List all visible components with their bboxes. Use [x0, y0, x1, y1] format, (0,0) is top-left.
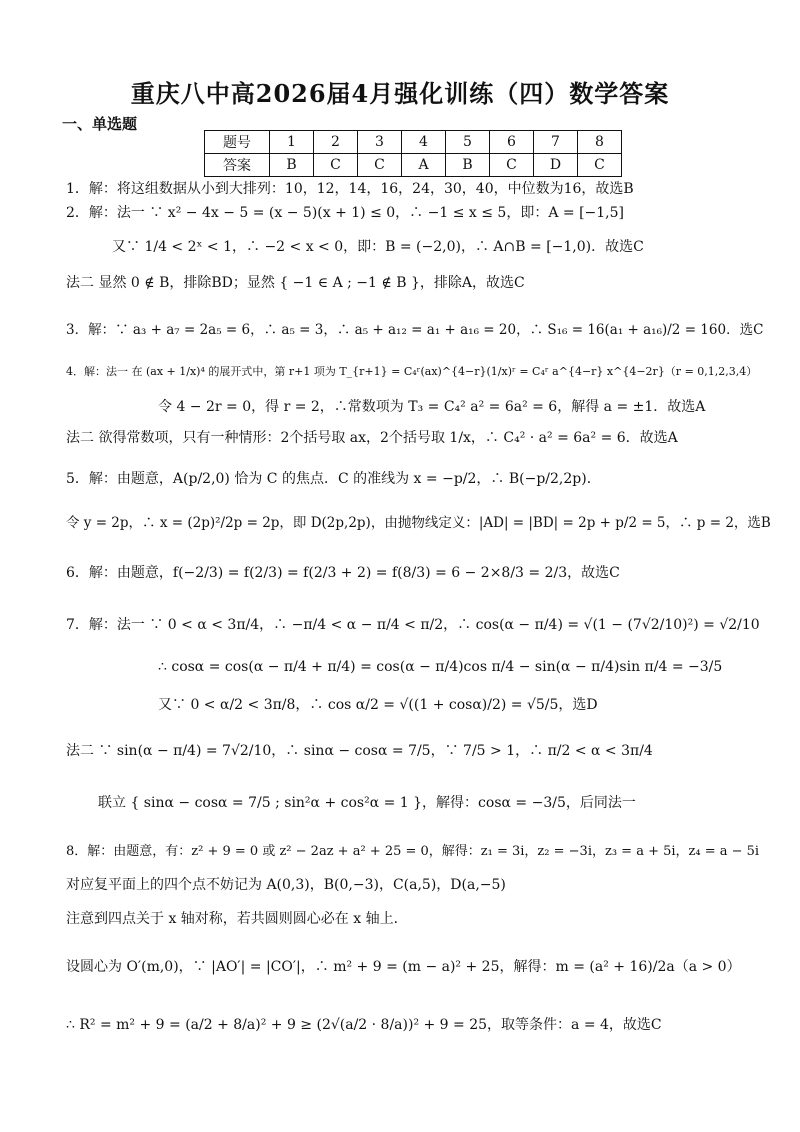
solution-line: 3．解：∵ a₃ + a₇ = 2a₅ = 6，∴ a₅ = 3，∴ a₅ + a₁₂ = a₁ + a₁₆ = 20，∴ S₁₆ = 16(a₁ + a₁₆)/2 = 160．选C — [66, 322, 764, 338]
solution-line: 7．解：法一 ∵ 0 < α < 3π/4，∴ −π/4 < α − π/4 < π/2，∴ cos(α − π/4) = √(1 − (7√2/10)²) = √2/10 — [66, 617, 760, 633]
solution-line: 令 y = 2p，∴ x = (2p)²/2p = 2p，即 D(2p,2p)，由抛物线定义：|AD| = |BD| = 2p + p/2 = 5，∴ p = 2，选B — [66, 515, 771, 531]
solution-line: ∴ cosα = cos(α − π/4 + π/4) = cos(α − π/4)cos π/4 − sin(α − π/4)sin π/4 = −3/5 — [158, 659, 723, 675]
solution-line: 又∵ 1/4 < 2ˣ < 1，∴ −2 < x < 0，即：B = (−2,0)，∴ A∩B = [−1,0)．故选C — [112, 239, 644, 255]
table-cell: 5 — [446, 131, 490, 154]
table-cell: 3 — [358, 131, 402, 154]
table-cell: 1 — [270, 131, 314, 154]
table-cell: B — [270, 154, 314, 177]
page-title: 重庆八中高2026届4月强化训练（四）数学答案 — [130, 79, 670, 108]
solution-line: ∴ R² = m² + 9 = (a/2 + 8/a)² + 9 ≥ (2√(a/2 · 8/a))² + 9 = 25，取等条件：a = 4，故选C — [66, 1017, 662, 1033]
solution-line: 联立 { sinα − cosα = 7/5 ; sin²α + cos²α = 1 }，解得：cosα = −3/5，后同法一 — [98, 795, 636, 811]
solution-line: 法二 显然 0 ∉ B，排除BD；显然 { −1 ∈ A ; −1 ∉ B }，排除A，故选C — [66, 275, 525, 291]
solution-line: 8．解：由题意，有：z² + 9 = 0 或 z² − 2az + a² + 25 = 0，解得：z₁ = 3i，z₂ = −3i，z₃ = a + 5i，z₄ = a − 5i — [66, 844, 760, 859]
solution-line: 设圆心为 O′(m,0)，∵ |AO′| = |CO′|，∴ m² + 9 = (m − a)² + 25，解得：m = (a² + 16)/2a（a > 0） — [66, 959, 741, 975]
table-cell: A — [402, 154, 446, 177]
table-cell: 6 — [490, 131, 534, 154]
table-header-cell: 答案 — [205, 154, 270, 177]
solution-line: 又∵ 0 < α/2 < 3π/8，∴ cos α/2 = √((1 + cosα)/2) = √5/5，选D — [158, 697, 598, 713]
solution-line: 6．解：由题意，f(−2/3) = f(2/3) = f(2/3 + 2) = f(8/3) = 6 − 2×8/3 = 2/3，故选C — [66, 565, 620, 581]
solution-line: 注意到四点关于 x 轴对称，若共圆则圆心必在 x 轴上． — [66, 911, 408, 927]
table-cell: D — [534, 154, 578, 177]
table-row — [205, 131, 622, 154]
table-cell: C — [578, 154, 622, 177]
solution-line: 对应复平面上的四个点不妨记为 A(0,3)，B(0,−3)，C(a,5)，D(a,−5) — [66, 877, 506, 893]
solution-line: 4．解：法一 在 (ax + 1/x)⁴ 的展开式中，第 r+1 项为 T_{r+1} = C₄ʳ(ax)^{4−r}(1/x)ʳ = C₄ʳ a^{4−r} x^{4−2r}（r = 0,1,2,3,4） — [66, 365, 758, 378]
table-cell: C — [358, 154, 402, 177]
solution-line: 2．解：法一 ∵ x² − 4x − 5 = (x − 5)(x + 1) ≤ 0，∴ −1 ≤ x ≤ 5，即：A = [−1,5] — [66, 205, 624, 221]
solution-line: 令 4 − 2r = 0，得 r = 2，∴常数项为 T₃ = C₄² a² = 6a² = 6，解得 a = ±1．故选A — [158, 399, 706, 415]
table-cell: 2 — [314, 131, 358, 154]
table-cell: 4 — [402, 131, 446, 154]
table-header-cell: 题号 — [205, 131, 270, 154]
table-cell: C — [490, 154, 534, 177]
table-cell: 7 — [534, 131, 578, 154]
solution-line: 法二 欲得常数项，只有一种情形：2个括号取 ax，2个括号取 1/x，∴ C₄² · a² = 6a² = 6．故选A — [66, 430, 678, 446]
solution-line: 法二 ∵ sin(α − π/4) = 7√2/10，∴ sinα − cosα = 7/5，∵ 7/5 > 1，∴ π/2 < α < 3π/4 — [66, 743, 653, 759]
section-heading: 一、单选题 — [62, 115, 138, 133]
table-row — [205, 154, 622, 177]
table-cell: B — [446, 154, 490, 177]
answer-table — [204, 130, 622, 177]
table-cell: 8 — [578, 131, 622, 154]
solution-line: 5．解：由题意，A(p/2,0) 恰为 C 的焦点．C 的准线为 x = −p/2，∴ B(−p/2,2p)． — [66, 471, 601, 487]
solution-line: 1．解：将这组数据从小到大排列：10，12，14，16，24，30，40，中位数为16，故选B — [66, 181, 634, 197]
table-cell: C — [314, 154, 358, 177]
